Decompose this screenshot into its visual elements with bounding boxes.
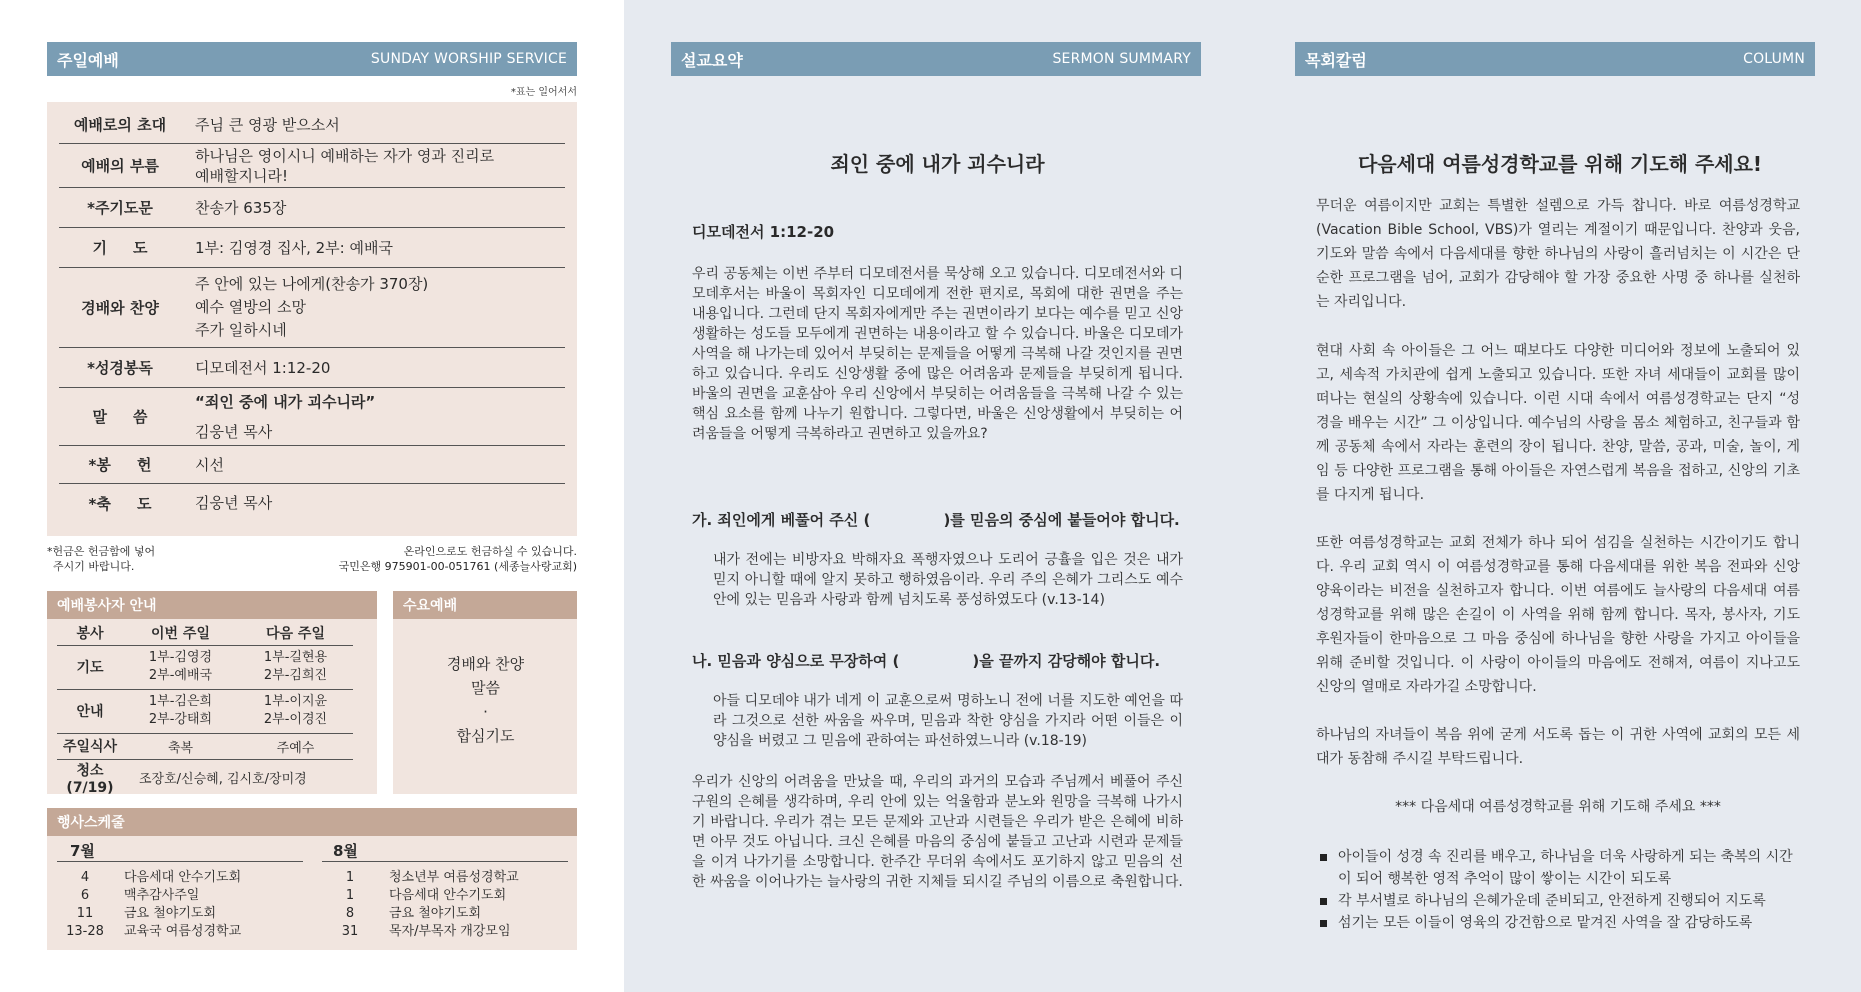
scripture-ref: 디모데전서 1:12-20 [692,223,835,241]
volunteers-header: 예배봉사자 안내 [47,591,377,619]
order-row [59,188,565,228]
column-paragraph: 무더운 여름이지만 교회는 특별한 설렘으로 가득 찹니다. 바로 여름성경학교(Vacation Bible School, VBS)가 열리는 계절이기 때문입니다. 찬양과 웃음, 기도와 말씀 속에서 다음세대를 향한 하나님의 사랑이 흘러넘치는 이 시간은 단순한 프로그램을 넘어, 교회가 감당해야 할 가장 중요한 사명 중 하나를 실천하는 자리입니다. [1316,198,1800,310]
column-header [1295,42,1815,76]
list-item: 섬기는 모든 이들이 영육의 강건함으로 맡겨진 사역을 잘 감당하도록 [1316,912,1806,934]
sermon-conclusion: 우리가 신앙의 어려움을 만났을 때, 우리의 과거의 모습과 주님께서 베풀어 주신 구원의 은혜를 생각하며, 우리 안에 있는 억울함과 분노와 원망을 극복해 나가시기 바랍니다. 우리가 겪는 모든 문제와 고난과 시련들은 우리가 받은 은혜에 비하면 아무 것도 아닙니다. 크신 은혜를 마음의 중심에 붙들고 고난과 시련과 문제들을 이겨 나가기를 소망합니다. 한주간 무더위 속에서도 포기하지 않고 믿음의 선한 싸움을 이어나가는 늘사랑의 귀한 지체들 되시길 주님의 이름으로 축원합니다. [692,774,1183,890]
table-header: 이번 주일 [123,621,238,645]
order-label: 경배와 찬양 [81,299,159,317]
order-row [59,268,565,348]
standing-note: *표는 일어서서 [510,87,577,98]
table-row [57,759,353,796]
order-label: *주기도문 [87,199,153,217]
order-label: 기 도 [92,239,148,257]
worship-header [47,42,577,76]
worship-title-en: SUNDAY WORSHIP SERVICE [370,51,567,67]
cleaning-label: 청소(7/19) [66,762,114,796]
list-item: 31 목자/부목자 개강모임 [341,924,511,939]
column-title-en: COLUMN [1743,51,1805,67]
column-title-ko: 목회칼럼 [1305,50,1367,70]
sermon-heading: 죄인 중에 내가 괴수니라 [830,152,1045,176]
sermon-quote-2: 아들 디모데야 내가 네게 이 교훈으로써 명하노니 전에 너를 지도한 예언을 따라 그것으로 선한 싸움을 싸우며, 믿음과 착한 양심을 가지라 어떤 이들은 이 양심을 버렸고 그 믿음에 관하여는 파선하였느니라 (v.18-19) [713,693,1183,749]
prayer-list [1316,846,1806,934]
sermon-title-en: SERMON SUMMARY [1052,51,1191,67]
sermon-title-ko: 설교요약 [681,50,743,70]
order-row [59,144,565,188]
prayer-banner: *** 다음세대 여름성경학교를 위해 기도해 주세요 *** [1395,799,1721,815]
list-item: 1 다음세대 안수기도회 [345,888,507,903]
order-label: 말 씀 [92,408,148,426]
sermon-title-ref: “죄인 중에 내가 괴수니라” [195,392,376,411]
table-row: 기도 1부-김영경 2부-예배국 1부-길현용 2부-김희진 [57,645,353,689]
table-header: 다음 주일 [238,621,353,645]
offering-note: *헌금은 헌금함에 넣어 주시기 바랍니다. [47,545,156,573]
august-events [325,869,519,941]
order-value: 김웅년 목사 [195,494,273,512]
online-offering: 온라인으로도 헌금하실 수 있습니다. 국민은행 975901-00-051761 (세종늘사랑교회) [338,545,577,573]
column-paragraph: 하나님의 자녀들이 복음 위에 굳게 서도록 돕는 이 귀한 사역에 교회의 모든 세대가 동참해 주시길 부탁드립니다. [1316,727,1800,767]
sermon-point-2: 나. 믿음과 양심으로 무장하여 ( )을 끝까지 감당해야 합니다. [692,652,1161,670]
order-label: 예배로의 초대 [73,116,167,134]
order-row [59,106,565,144]
list-item: 각 부서별로 하나님의 은혜가운데 준비되고, 안전하게 진행되어 지도록 [1316,890,1806,912]
sermon-header [671,42,1201,76]
list-item: 1 청소년부 여름성경학교 [345,870,519,885]
order-value: 찬송가 635장 [195,198,287,217]
july-events [60,869,241,941]
order-row [59,228,565,268]
order-label: *축 도 [88,494,152,513]
table-row: 주일식사 축복 주예수 [57,733,353,759]
order-row [59,446,565,484]
table-header: 봉사 [57,621,123,645]
events-header: 행사스케줄 [47,808,577,836]
worship-panel [0,0,624,992]
august-label: 8월 [333,842,358,860]
list-item: 4 다음세대 안수기도회 [80,870,242,885]
column-heading: 다음세대 여름성경학교를 위해 기도해 주세요! [1357,152,1763,176]
sermon-quote-1: 내가 전에는 비방자요 박해자요 폭행자였으나 도리어 긍휼을 입은 것은 내가 믿지 아니할 때에 알지 못하고 행하였음이라. 우리 주의 은혜가 그리스도 예수 안에 있는 믿음과 사랑과 함께 넘치도록 풍성하였도다 (v.13-14) [713,552,1183,608]
list-item: 11 금요 철야기도회 [76,906,217,921]
order-value: 주 안에 있는 나에게(찬송가 370장) 예수 열방의 소망 주가 일하시네 [195,275,429,339]
order-value: 1부: 김영경 집사, 2부: 예배국 [195,238,393,257]
order-label: *성경봉독 [87,359,153,377]
order-value: “죄인 중에 내가 괴수니라” 김웅년 목사 [181,387,565,447]
order-row [59,348,565,388]
list-item: 8 금요 철야기도회 [345,906,482,921]
order-label: *봉 헌 [88,456,152,474]
list-item: 13-28 교육국 여름성경학교 [66,924,242,939]
wednesday-order: 경배와 찬양 말씀 · 합심기도 [446,655,525,745]
sermon-intro: 우리 공동체는 이번 주부터 디모데전서를 묵상해 오고 있습니다. 디모데전서와 디모데후서는 바울이 목회자인 디모데에게 전한 편지로, 목회에 대한 권면을 주는 내용입니다. 그런데 단지 목회자에게만 주는 권면이라기 보다는 예수를 믿고 신앙생활하는 성도들 모두에게 권면하는 내용이라고 할 수 있습니다. 바울은 디모데가 사역을 해 나가는데 있어서 부딪히는 문제들을 어떻게 극복해 나갈 것인지를 권면하고 있습니다. 우리도 신앙생활 중에 많은 어려움과 문제들을 부딪히게 됩니다. 바울의 권면을 교훈삼아 우리 신앙에서 부딪히는 어려움들을 극복해 나갈 수 있는 핵심 요소를 함께 나누기 원합니다. 그렇다면, 바울은 신앙생활에서 부딪히는 어려움들을 어떻게 극복하라고 권면하고 있을까요? [692,266,1183,442]
july-label: 7월 [70,842,95,860]
table-row: 안내 1부-김은희 2부-강태희 1부-이지윤 2부-이경진 [57,689,353,733]
sermon-point-1: 가. 죄인에게 베풀어 주신 ( )를 믿음의 중심에 붙들어야 합니다. [692,511,1180,529]
order-value: 디모데전서 1:12-20 [195,358,331,377]
order-row [59,484,565,522]
order-value: 주님 큰 영광 받으소서 [195,115,340,134]
list-item: 아이들이 성경 속 진리를 배우고, 하나님을 더욱 사랑하게 되는 축복의 시간이 되어 행복한 영적 추억이 많이 쌓이는 시간이 되도록 [1316,846,1806,890]
wednesday-header: 수요예배 [393,591,577,619]
order-value: 하나님은 영이시니 예배하는 자가 영과 진리로 예배할지니라! [195,146,495,185]
cleaning-value: 조장호/신승혜, 김시호/장미경 [139,772,307,787]
list-item: 6 맥추감사주일 [80,888,200,903]
order-value: 시선 [195,455,224,474]
column-paragraph: 현대 사회 속 아이들은 그 어느 때보다도 다양한 미디어와 정보에 노출되어 있고, 세속적 가치관에 쉽게 노출되고 있습니다. 또한 자녀 세대들이 교회를 많이 떠나는 현실의 상황속에 있습니다. 이런 시대 속에서 여름성경학교는 단지 “성경을 배우는 시간” 그 이상입니다. 예수님의 사랑을 몸소 체험하고, 친구들과 함께 공동체 속에서 자라는 훈련의 장이 됩니다. 찬양, 말씀, 공과, 미술, 놀이, 게임 등 다양한 프로그램을 통해 아이들은 자연스럽게 복음을 접하고, 신앙의 기초를 다지게 됩니다. [1316,343,1800,503]
column-paragraph: 또한 여름성경학교는 교회 전체가 하나 되어 섬김을 실천하는 시간이기도 합니다. 우리 교회 역시 이 여름성경학교를 통해 다음세대를 위한 복음 전파와 신앙 양육이라는 비전을 실천하고자 합니다. 이번 여름에도 늘사랑의 다음세대 여름성경학교를 위해 많은 손길이 이 사역을 위해 함께 합니다. 목자, 봉사자, 기도 후원자들이 한마음으로 그 마음 중심에 하나님을 향한 사랑을 가지고 아이들을 위해 준비할 것입니다. 이 사랑이 아이들의 마음에도 전해져, 여름이 지나고도 신앙의 열매로 자라가길 소망합니다. [1316,535,1800,695]
order-label: 예배의 부름 [81,157,159,175]
order-row [59,388,565,446]
worship-order [47,102,577,536]
volunteers-table [57,621,353,796]
worship-title: 주일예배 [57,50,119,70]
